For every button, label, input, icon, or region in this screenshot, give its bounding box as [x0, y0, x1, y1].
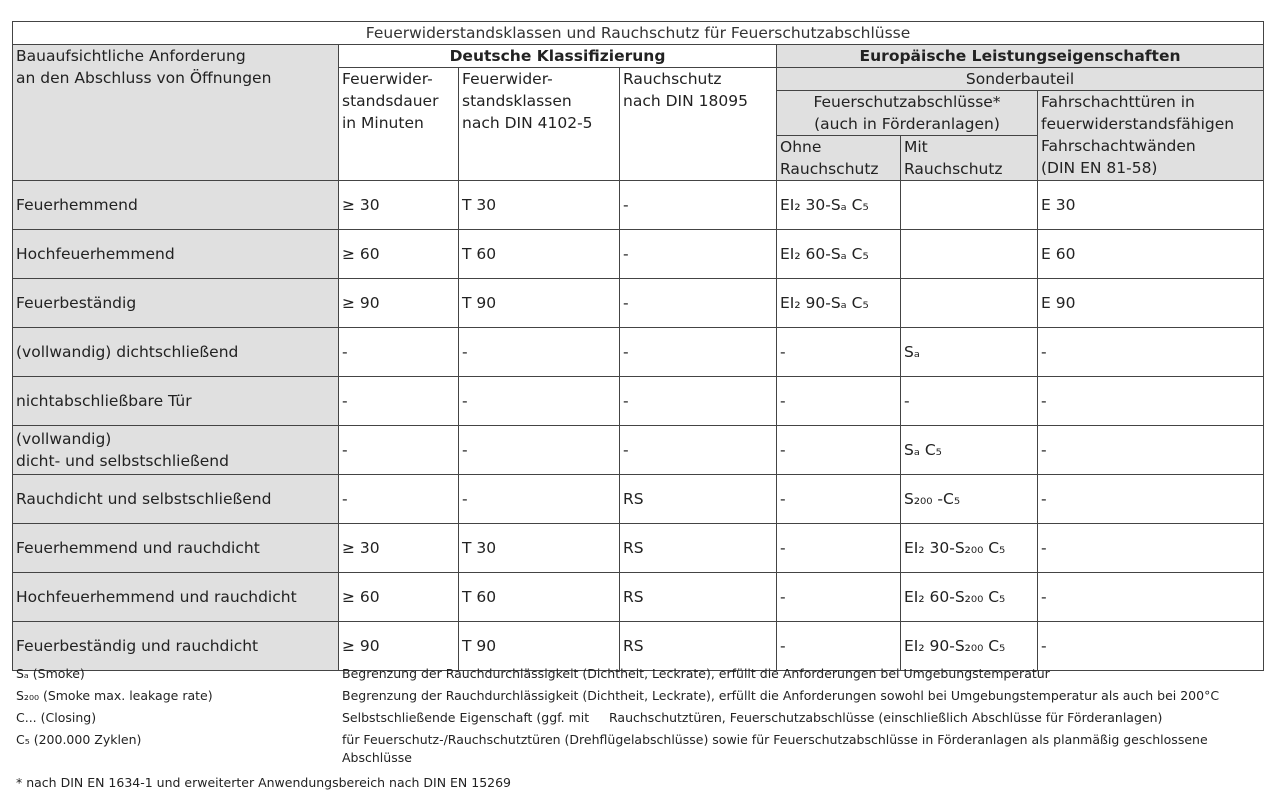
- row-rauchschutz: -: [620, 426, 777, 475]
- table-row: [13, 573, 1264, 622]
- header-mit-line2: Rauchschutz: [904, 160, 1003, 178]
- row-requirement-line1: (vollwandig): [16, 430, 112, 448]
- row-rauchschutz: -: [620, 279, 777, 328]
- row-ohne: -: [777, 328, 901, 377]
- row-rauchschutz: RS: [620, 573, 777, 622]
- row-mit: Sₐ: [901, 328, 1038, 377]
- row-requirement: Hochfeuerhemmend: [13, 230, 339, 279]
- row-mit: [901, 279, 1038, 328]
- row-klasse: -: [459, 426, 620, 475]
- table-row: [13, 426, 1264, 475]
- row-klasse: T 90: [459, 622, 620, 671]
- row-requirement: Hochfeuerhemmend und rauchdicht: [13, 573, 339, 622]
- table-row: [13, 328, 1264, 377]
- table-row: [13, 230, 1264, 279]
- row-ohne: -: [777, 524, 901, 573]
- header-dauer-line1: Feuerwider-: [342, 70, 433, 88]
- header-dauer-line3: in Minuten: [342, 114, 424, 132]
- header-german-group: Deutsche Klassifizierung: [339, 45, 777, 68]
- row-fahrschacht: -: [1038, 573, 1264, 622]
- row-dauer: -: [339, 377, 459, 426]
- row-klasse: -: [459, 377, 620, 426]
- row-rauchschutz: -: [620, 181, 777, 230]
- header-fahr-line1: Fahrschachttüren in: [1041, 93, 1195, 111]
- row-requirement: Feuerhemmend und rauchdicht: [13, 524, 339, 573]
- legend-term: C₅ (200.000 Zyklen): [16, 732, 142, 747]
- legend-term: C... (Closing): [16, 710, 97, 725]
- row-requirement: Rauchdicht und selbstschließend: [13, 475, 339, 524]
- header-ohne-line1: Ohne: [780, 138, 822, 156]
- row-ohne: -: [777, 622, 901, 671]
- row-rauchschutz: -: [620, 377, 777, 426]
- row-fahrschacht: E 90: [1038, 279, 1264, 328]
- header-fsa-line2: (auch in Förderanlagen): [814, 115, 1000, 133]
- row-fahrschacht: -: [1038, 622, 1264, 671]
- row-requirement: Feuerbeständig und rauchdicht: [13, 622, 339, 671]
- row-klasse: T 90: [459, 279, 620, 328]
- row-rauchschutz: RS: [620, 622, 777, 671]
- header-rauchschutz: [620, 68, 777, 181]
- row-dauer: ≥ 30: [339, 181, 459, 230]
- header-requirement: [13, 45, 339, 181]
- row-mit: Sₐ C₅: [901, 426, 1038, 475]
- row-dauer: -: [339, 328, 459, 377]
- row-requirement: nichtabschließbare Tür: [13, 377, 339, 426]
- row-ohne: EI₂ 90-Sₐ C₅: [777, 279, 901, 328]
- row-dauer: ≥ 30: [339, 524, 459, 573]
- header-rauch-line2: nach DIN 18095: [623, 92, 748, 110]
- row-dauer: ≥ 90: [339, 279, 459, 328]
- row-klasse: T 30: [459, 181, 620, 230]
- header-ohne-rauchschutz: [777, 136, 901, 181]
- row-requirement-line2: dicht- und selbstschließend: [16, 452, 229, 470]
- row-rauchschutz: RS: [620, 475, 777, 524]
- row-mit: S₂₀₀ -C₅: [901, 475, 1038, 524]
- row-fahrschacht: -: [1038, 475, 1264, 524]
- row-requirement: Feuerbeständig: [13, 279, 339, 328]
- row-ohne: -: [777, 475, 901, 524]
- row-ohne: -: [777, 377, 901, 426]
- header-ohne-line2: Rauchschutz: [780, 160, 879, 178]
- table-caption: Feuerwiderstandsklassen und Rauchschutz für Feuerschutzabschlüsse: [13, 22, 1264, 45]
- row-ohne: EI₂ 60-Sₐ C₅: [777, 230, 901, 279]
- row-dauer: ≥ 90: [339, 622, 459, 671]
- row-rauchschutz: -: [620, 230, 777, 279]
- row-klasse: T 30: [459, 524, 620, 573]
- header-fahrschacht: [1038, 91, 1264, 181]
- legend-desc: Begrenzung der Rauchdurchlässigkeit (Dichtheit, Leckrate), erfüllt die Anforderungen sowohl bei Umgebungstemperatur als auch bei 200°C: [342, 688, 1220, 703]
- header-requirement-line1: Bauaufsichtliche Anforderung: [16, 47, 246, 65]
- header-fahr-line2: feuerwiderstandsfähigen: [1041, 115, 1235, 133]
- header-dauer-line2: standsdauer: [342, 92, 439, 110]
- table-row: [13, 377, 1264, 426]
- row-dauer: -: [339, 475, 459, 524]
- header-fahr-line4: (DIN EN 81-58): [1041, 159, 1158, 177]
- row-fahrschacht: -: [1038, 328, 1264, 377]
- row-fahrschacht: E 60: [1038, 230, 1264, 279]
- legend-desc-line2: Abschlüsse: [342, 750, 412, 765]
- row-dauer: ≥ 60: [339, 230, 459, 279]
- header-mit-rauchschutz: [901, 136, 1038, 181]
- header-rauch-line1: Rauchschutz: [623, 70, 722, 88]
- row-mit: EI₂ 90-S₂₀₀ C₅: [901, 622, 1038, 671]
- legend-term: S₂₀₀ (Smoke max. leakage rate): [16, 688, 213, 703]
- row-klasse: T 60: [459, 230, 620, 279]
- row-fahrschacht: E 30: [1038, 181, 1264, 230]
- header-mit-line1: Mit: [904, 138, 928, 156]
- row-requirement: (vollwandig) dichtschließend: [13, 328, 339, 377]
- row-mit: EI₂ 30-S₂₀₀ C₅: [901, 524, 1038, 573]
- row-ohne: -: [777, 426, 901, 475]
- header-european-group: Europäische Leistungseigenschaften: [777, 45, 1264, 68]
- header-fsa-line1: Feuerschutzabschlüsse*: [813, 93, 1001, 111]
- legend-desc: Begrenzung der Rauchdurchlässigkeit (Dichtheit, Leckrate), erfüllt die Anforderungen bei Umgebungstemperatur: [342, 666, 1050, 681]
- legend-desc: Selbstschließende Eigenschaft (ggf. mit Rauchschutztüren, Feuerschutzabschlüsse (einschließlich Abschlüsse für Förderanlagen): [342, 710, 1163, 725]
- row-mit: -: [901, 377, 1038, 426]
- row-klasse: T 60: [459, 573, 620, 622]
- row-fahrschacht: -: [1038, 426, 1264, 475]
- legend-term: Sₐ (Smoke): [16, 666, 85, 681]
- row-requirement: [13, 426, 339, 475]
- header-klassen: [459, 68, 620, 181]
- footnote: * nach DIN EN 1634-1 und erweiterter Anwendungsbereich nach DIN EN 15269: [16, 775, 512, 790]
- row-klasse: -: [459, 328, 620, 377]
- table-row: [13, 181, 1264, 230]
- row-ohne: EI₂ 30-Sₐ C₅: [777, 181, 901, 230]
- header-feuerschutzabschluesse: [777, 91, 1038, 136]
- row-rauchschutz: RS: [620, 524, 777, 573]
- row-klasse: -: [459, 475, 620, 524]
- row-mit: [901, 181, 1038, 230]
- table-row: [13, 622, 1264, 671]
- row-fahrschacht: -: [1038, 524, 1264, 573]
- row-ohne: -: [777, 573, 901, 622]
- header-requirement-line2: an den Abschluss von Öffnungen: [16, 69, 272, 87]
- row-mit: [901, 230, 1038, 279]
- row-dauer: -: [339, 426, 459, 475]
- row-rauchschutz: -: [620, 328, 777, 377]
- header-fahr-line3: Fahrschachtwänden: [1041, 137, 1196, 155]
- row-dauer: ≥ 60: [339, 573, 459, 622]
- fire-resistance-table: [12, 21, 1264, 671]
- header-klassen-line2: standsklassen: [462, 92, 572, 110]
- row-fahrschacht: -: [1038, 377, 1264, 426]
- legend-desc-line1: für Feuerschutz-/Rauchschutztüren (Drehflügelabschlüsse) sowie für Feuerschutzabschlüsse in Förderanlagen als planmäßig geschlossene: [342, 732, 1208, 747]
- header-dauer: [339, 68, 459, 181]
- header-klassen-line1: Feuerwider-: [462, 70, 553, 88]
- table-row: [13, 524, 1264, 573]
- row-requirement: Feuerhemmend: [13, 181, 339, 230]
- table-row: [13, 279, 1264, 328]
- table-row: [13, 475, 1264, 524]
- header-sonderbauteil: Sonderbauteil: [777, 68, 1264, 91]
- header-klassen-line3: nach DIN 4102-5: [462, 114, 593, 132]
- row-mit: EI₂ 60-S₂₀₀ C₅: [901, 573, 1038, 622]
